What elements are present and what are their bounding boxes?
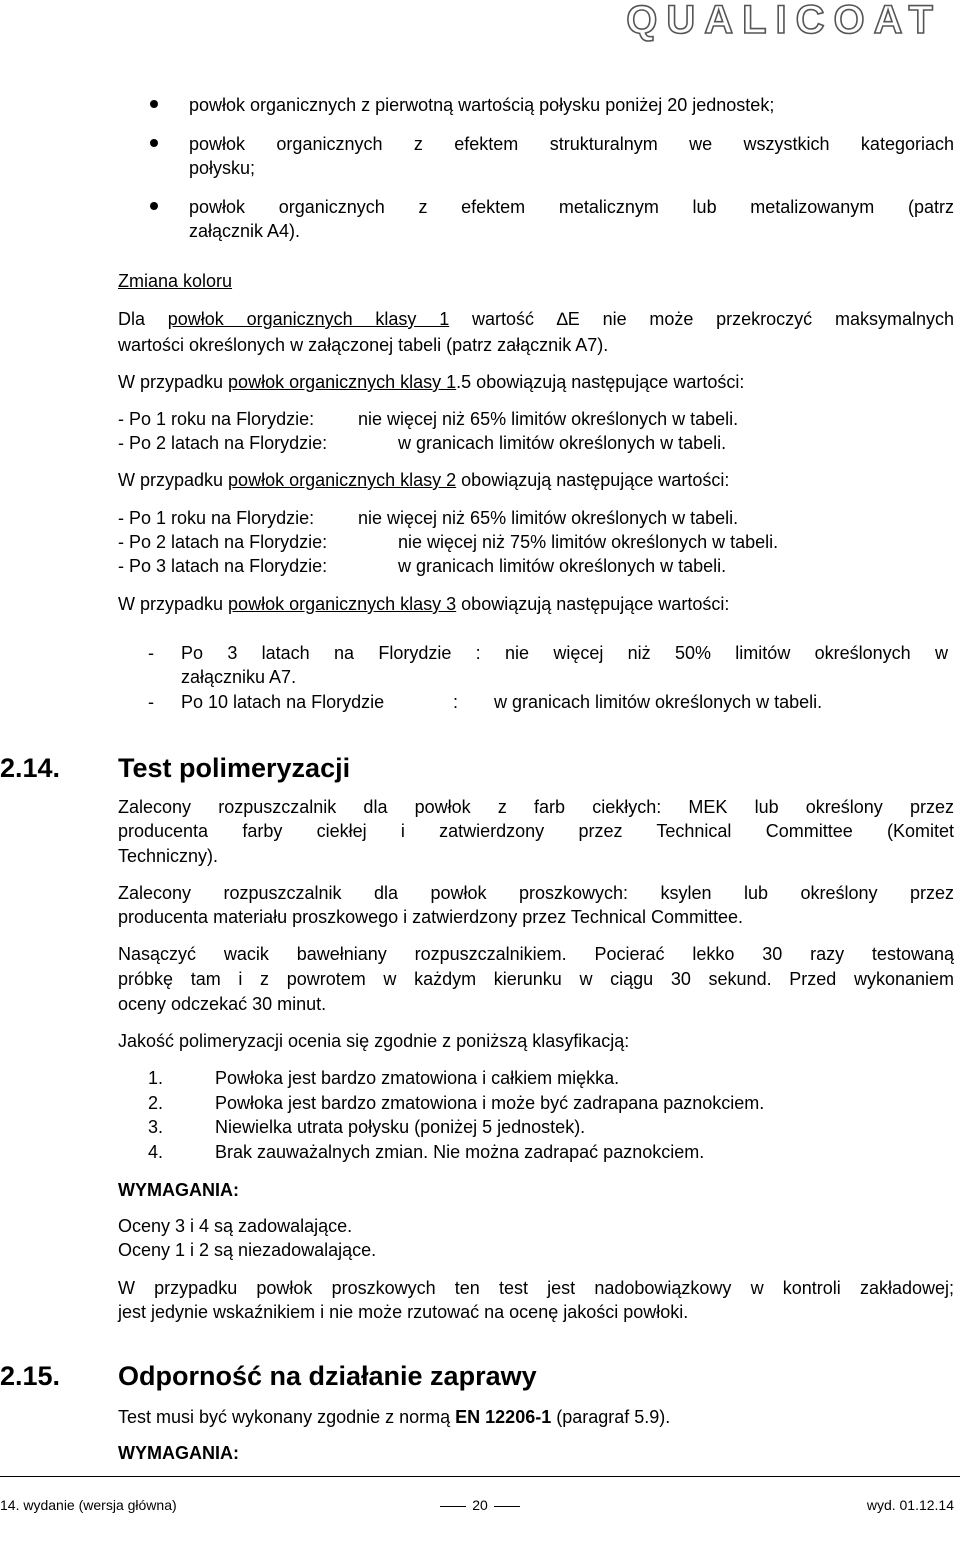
text: Test musi być wykonany zgodnie z normą: [118, 1407, 456, 1427]
paragraph-line: jest jedynie wskaźnikiem i nie może rzutować na ocenę jakości powłoki.: [118, 1302, 689, 1322]
bullet-item: powłok organicznych z pierwotną wartością połysku poniżej 20 jednostek;: [189, 95, 775, 115]
bullet-marker: [150, 202, 158, 210]
list-item: Powłoka jest bardzo zmatowiona i może być zadrapana paznokciem.: [215, 1093, 765, 1113]
list-item: Niewielka utrata połysku (poniżej 5 jednostek).: [215, 1117, 586, 1137]
requirements-label: WYMAGANIA:: [118, 1443, 239, 1463]
class2-item: [118, 554, 726, 578]
class3-item-value: w granicach limitów określonych w tabeli.: [494, 692, 823, 712]
text: wartość: [449, 309, 557, 329]
bullet-item-line: powłok organicznych z efektem strukturalnym we wszystkich kategoriach: [189, 134, 954, 154]
paragraph-line: producenta farby ciekłej i zatwierdzony przez Technical Committee (Komitet: [118, 821, 954, 841]
class-link: powłok organicznych klasy 1: [167, 309, 450, 329]
colour-change-heading: Zmiana koloru: [118, 271, 233, 291]
footer-divider: [0, 1476, 960, 1477]
text: E nie może przekroczyć maksymalnych: [567, 309, 954, 329]
qualicoat-logo: QUALICOAT: [626, 0, 942, 42]
item-value: w granicach limitów określonych w tabeli.: [398, 556, 727, 576]
footer-page-number: [0, 1496, 960, 1514]
class15-item: [118, 431, 726, 455]
requirements-label: WYMAGANIA:: [118, 1180, 239, 1200]
page-number: 20: [472, 1497, 488, 1513]
list-item: Brak zauważalnych zmian. Nie można zadrapać paznokciem.: [215, 1142, 705, 1162]
text: (paragraf 5.9).: [551, 1407, 671, 1427]
text: W przypadku: [118, 372, 229, 392]
item-value: nie więcej niż 75% limitów określonych w tabeli.: [398, 532, 779, 552]
item-label: - Po 2 latach na Florydzie:: [118, 433, 328, 453]
class15-intro: [118, 370, 744, 394]
requirement-line: Oceny 3 i 4 są zadowalające.: [118, 1216, 353, 1236]
paragraph-line: Zalecony rozpuszczalnik dla powłok proszkowych: ksylen lub określony przez: [118, 883, 954, 903]
item-value: nie więcej niż 65% limitów określonych w tabeli.: [358, 508, 739, 528]
paragraph-line: Nasączyć wacik bawełniany rozpuszczalnikiem. Pocierać lekko 30 razy testowaną: [118, 944, 954, 964]
paragraph-line: Techniczny).: [118, 846, 219, 866]
item-label: - Po 1 roku na Florydzie:: [118, 409, 315, 429]
colour-change-paragraph-line: wartości określonych w załączonej tabeli (patrz załącznik A7).: [118, 335, 609, 355]
section-title: Odporność na działanie zaprawy: [118, 1361, 537, 1391]
item-label: - Po 3 latach na Florydzie:: [118, 556, 328, 576]
item-value: w granicach limitów określonych w tabeli.: [398, 433, 727, 453]
class15-item: [118, 407, 738, 431]
class3-item-dash: -: [148, 692, 154, 712]
class2-item: [118, 530, 778, 554]
class3-item-line: załączniku A7.: [181, 667, 297, 687]
bullet-item-line: załącznik A4).: [189, 221, 301, 241]
class2-intro: [118, 468, 729, 492]
paragraph-line: producenta materiału proszkowego i zatwierdzony przez Technical Committee.: [118, 907, 743, 927]
paragraph-line: próbkę tam i z powrotem w każdym kierunku w ciągu 30 sekund. Przed wykonaniem: [118, 969, 954, 989]
paragraph-line: oceny odczekać 30 minut.: [118, 994, 327, 1014]
section-title: Test polimeryzacji: [118, 753, 351, 783]
page-dash: [494, 1506, 520, 1507]
class3-item-label: Po 10 latach na Florydzie: [181, 692, 385, 712]
paragraph: Jakość polimeryzacji ocenia się zgodnie z poniższą klasyfikacją:: [118, 1031, 630, 1051]
colour-change-paragraph-line: [118, 307, 954, 331]
text: obowiązują następujące wartości:: [456, 470, 730, 490]
standard-reference: EN 12206-1: [455, 1407, 552, 1427]
text: W przypadku: [118, 470, 229, 490]
footer-date: wyd. 01.12.14: [866, 1497, 954, 1513]
item-value: nie więcej niż 65% limitów określonych w tabeli.: [358, 409, 739, 429]
class-link: powłok organicznych klasy 1: [228, 372, 457, 392]
text: Dla: [118, 309, 168, 329]
list-number: 3.: [148, 1117, 164, 1137]
text: W przypadku: [118, 594, 229, 614]
class3-intro: [118, 592, 729, 616]
item-label: - Po 1 roku na Florydzie:: [118, 508, 315, 528]
list-number: 2.: [148, 1093, 164, 1113]
class3-item-colon: :: [453, 692, 459, 712]
section-number: 2.14.: [0, 753, 61, 783]
list-number: 1.: [148, 1068, 164, 1088]
class2-item: [118, 506, 738, 530]
class-link: powłok organicznych klasy 2: [228, 470, 457, 490]
class3-item-dash: -: [148, 643, 154, 663]
bullet-marker: [150, 100, 158, 108]
footer-edition: 14. wydanie (wersja główna): [0, 1497, 177, 1513]
class3-item-line: Po 3 latach na Florydzie : nie więcej niż 50% limitów określonych w: [181, 643, 948, 663]
requirement-line: Oceny 1 i 2 są niezadowalające.: [118, 1240, 377, 1260]
list-item: Powłoka jest bardzo zmatowiona i całkiem miękka.: [215, 1068, 620, 1088]
paragraph-line: Zalecony rozpuszczalnik dla powłok z farb ciekłych: MEK lub określony przez: [118, 797, 954, 817]
item-label: - Po 2 latach na Florydzie:: [118, 532, 328, 552]
text: .5 obowiązują następujące wartości:: [456, 372, 745, 392]
class-link: powłok organicznych klasy 3: [228, 594, 457, 614]
bullet-item-line: połysku;: [189, 158, 256, 178]
delta-symbol: ∆: [556, 309, 568, 329]
bullet-item-line: powłok organicznych z efektem metalicznym lub metalizowanym (patrz: [189, 197, 954, 217]
paragraph-line: W przypadku powłok proszkowych ten test jest nadobowiązkowy w kontroli zakładowej;: [118, 1278, 954, 1298]
bullet-marker: [150, 139, 158, 147]
page-dash: [440, 1506, 466, 1507]
section-number: 2.15.: [0, 1361, 61, 1391]
list-number: 4.: [148, 1142, 164, 1162]
text: obowiązują następujące wartości:: [456, 594, 730, 614]
paragraph: [118, 1405, 670, 1429]
